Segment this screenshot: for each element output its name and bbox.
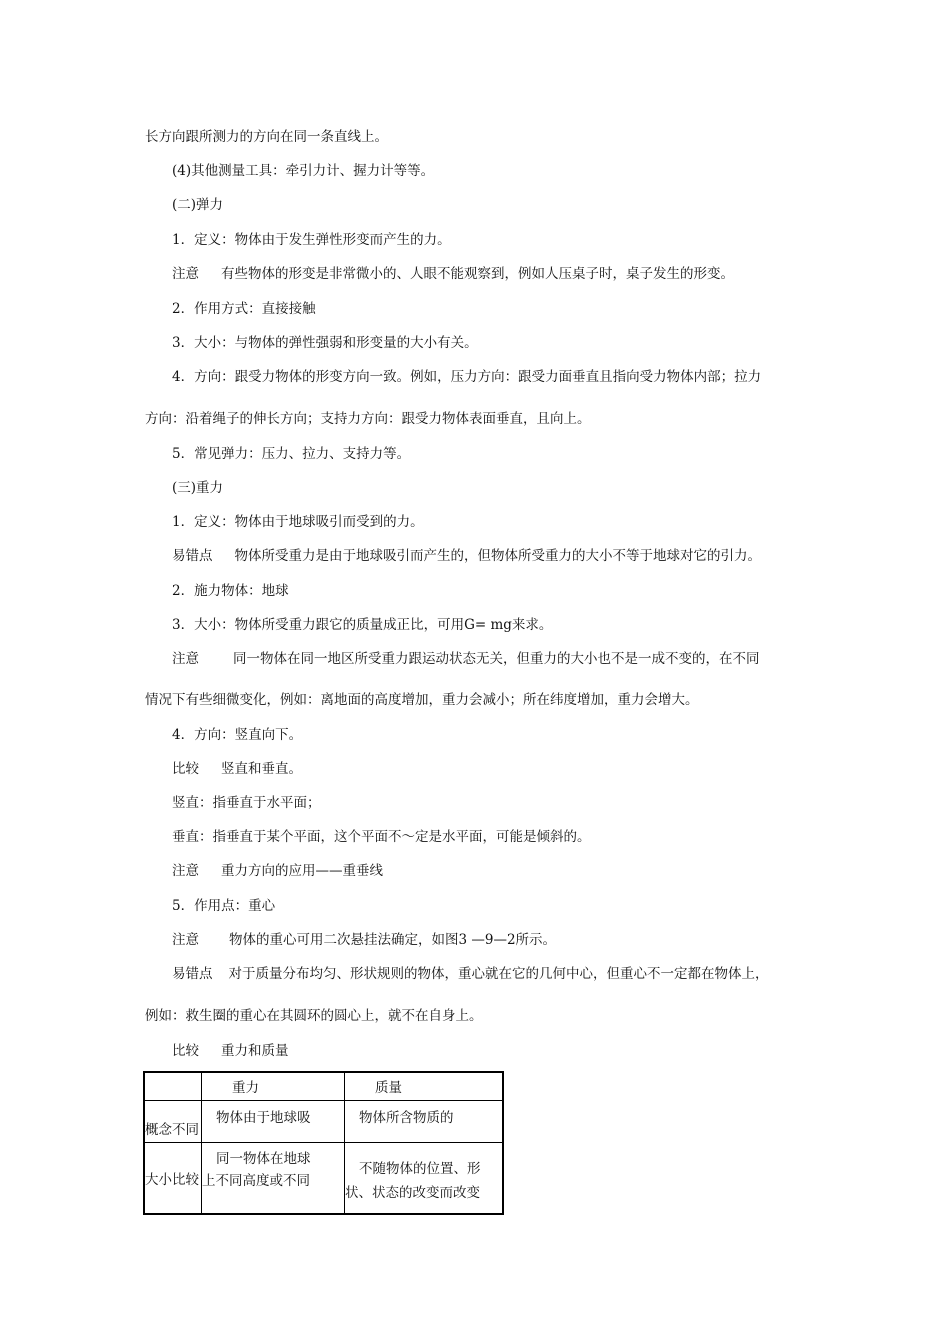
note-line <box>172 265 734 283</box>
text-line: 2．施力物体：地球 <box>172 583 289 599</box>
text-line: 3．大小：与物体的弹性强弱和形变量的大小有关。 <box>172 335 478 351</box>
note-label: 易错点 <box>172 966 213 982</box>
table-header-cell <box>144 1072 202 1100</box>
cell-line: 状、状态的改变而改变 <box>345 1184 480 1201</box>
note-line <box>172 650 760 668</box>
note-label: 注意 <box>172 932 199 948</box>
text-line: 5．常见弹力：压力、拉力、支持力等。 <box>172 446 411 462</box>
note-label: 易错点 <box>172 548 213 564</box>
text-line: 长方向跟所测力的方向在同一条直线上。 <box>145 129 388 145</box>
note-text: 竖直和垂直。 <box>221 761 302 777</box>
table-cell <box>202 1142 345 1214</box>
note-line <box>172 760 302 778</box>
text-line: 1．定义：物体由于地球吸引而受到的力。 <box>172 514 424 530</box>
table-header-row <box>144 1072 503 1100</box>
note-text: 重力方向的应用——重垂线 <box>221 863 383 879</box>
note-label: 比较 <box>172 761 199 777</box>
text-line: 1．定义：物体由于发生弹性形变而产生的力。 <box>172 232 451 248</box>
section-heading: (三)重力 <box>172 480 224 496</box>
cell-line: 同一物体在地球 <box>216 1150 311 1167</box>
note-text: 物体所受重力是由于地球吸引而产生的，但物体所受重力的大小不等于地球对它的引力。 <box>234 548 761 564</box>
table-row <box>144 1142 503 1214</box>
text-line: 垂直：指垂直于某个平面，这个平面不～定是水平面，可能是倾斜的。 <box>172 829 591 845</box>
text-line: 方向：沿着绳子的伸长方向；支持力方向：跟受力物体表面垂直，且向上。 <box>145 411 591 427</box>
text-line: 2．作用方式：直接接触 <box>172 301 316 317</box>
section-heading: (二)弹力 <box>172 197 224 213</box>
note-line <box>172 547 761 565</box>
gravity-mass-comparison-table <box>143 1071 504 1215</box>
text-line: 例如：救生圈的重心在其圆环的圆心上，就不在自身上。 <box>145 1008 483 1024</box>
text-line: 竖直：指垂直于水平面； <box>172 795 321 811</box>
note-line <box>172 862 383 880</box>
row-label: 概念不同 <box>144 1100 202 1142</box>
table-cell: 物体由于地球吸 <box>202 1100 345 1142</box>
table-header-cell: 质量 <box>345 1072 503 1100</box>
table-header-cell: 重力 <box>202 1072 345 1100</box>
note-label: 注意 <box>172 266 199 282</box>
text-line: (4)其他测量工具：牵引力计、握力计等等。 <box>172 163 435 179</box>
text-line: 情况下有些细微变化，例如：离地面的高度增加，重力会减小；所在纬度增加，重力会增大。 <box>145 692 699 708</box>
note-label: 比较 <box>172 1043 199 1059</box>
table-cell <box>345 1142 503 1214</box>
note-text: 有些物体的形变是非常微小的、人眼不能观察到，例如人压桌子时，桌子发生的形变。 <box>221 266 734 282</box>
row-label: 大小比较 <box>144 1142 202 1214</box>
note-label: 注意 <box>172 863 199 879</box>
table-row <box>144 1100 503 1142</box>
cell-line: 不随物体的位置、形 <box>359 1160 481 1177</box>
note-text: 重力和质量 <box>221 1043 289 1059</box>
text-line: 5．作用点：重心 <box>172 898 276 914</box>
note-text: 同一物体在同一地区所受重力跟运动状态无关，但重力的大小也不是一成不变的，在不同 <box>233 651 760 667</box>
note-line <box>172 965 769 983</box>
note-text: 对于质量分布均匀、形状规则的物体，重心就在它的几何中心，但重心不一定都在物体上， <box>228 966 769 982</box>
note-line <box>172 931 556 949</box>
note-line <box>172 1042 289 1060</box>
text-line: 4．方向：跟受力物体的形变方向一致。例如，压力方向：跟受力面垂直且指向受力物体内部；拉力 <box>172 369 762 385</box>
note-text: 物体的重心可用二次悬挂法确定，如图3 —9—2所示。 <box>229 932 557 948</box>
text-line: 3．大小：物体所受重力跟它的质量成正比，可用G= mg来求。 <box>172 617 553 633</box>
text-line: 4．方向：竖直向下。 <box>172 727 303 743</box>
note-label: 注意 <box>172 651 199 667</box>
cell-line: 上不同高度或不同 <box>202 1172 310 1189</box>
table-cell: 物体所含物质的 <box>345 1100 503 1142</box>
